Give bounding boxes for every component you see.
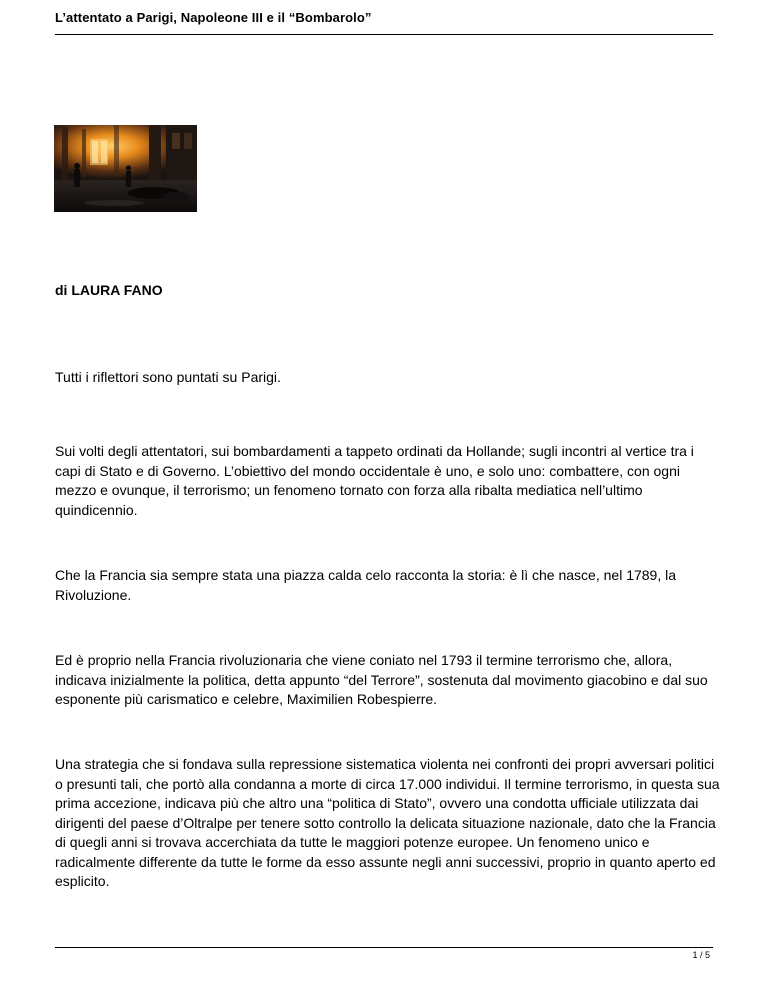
page-number: 1 / 5 — [692, 950, 710, 960]
photo-graphic — [54, 125, 197, 212]
article-byline: di LAURA FANO — [55, 282, 163, 298]
article-paragraph: Ed è proprio nella Francia rivoluzionaria che viene coniato nel 1793 il termine terrorismo che, allora, indicava inizialmente la politica, detta appunto “del Terrore”, sostenuta dal movimento giacobino e dal suo esponente più carismatico e celebre, Maximilien Robespierre. — [55, 652, 708, 707]
article-paragraph: Tutti i riflettori sono puntati su Parigi. — [55, 369, 281, 385]
page-header-title: L’attentato a Parigi, Napoleone III e il “Bombarolo” — [55, 10, 372, 25]
article-paragraph: Che la Francia sia sempre stata una piazza calda celo racconta la storia: è lì che nasce, nel 1789, la Rivoluzione. — [55, 567, 677, 603]
night-street-photo — [54, 125, 197, 212]
article-paragraph: Sui volti degli attentatori, sui bombardamenti a tappeto ordinati da Hollande; sugli incontri al vertice tra i capi di Stato e di Governo. L’obiettivo del mondo occidentale è uno, e solo uno: combattere, con ogni mezzo e ovunque, il terrorismo; un fenomeno tornato con forza alla ribalta mediatica nell’ultimo quindicennio. — [55, 443, 694, 518]
footer-divider — [55, 947, 713, 948]
article-paragraph: Una strategia che si fondava sulla repressione sistematica violenta nei confronti dei propri avversari politici o presunti tali, che portò alla condanna a morte di circa 17.000 individui. Il termine terrorismo, in questa sua prima accezione, indicava più che altro una “politica di Stato”, ovvero una condotta ufficiale utilizzata dai dirigenti del paese d’Oltralpe per tenere sotto controllo la delicata situazione nazionale, dato che la Francia di quegli anni si trovava accerchiata da tutte le maggiori potenze europee. Un fenomeno unico e radicalmente differente da tutte le forme da esso assunte negli anni successivi, proprio in quanto aperto ed esplicito. — [55, 756, 720, 889]
header-divider — [55, 34, 713, 35]
